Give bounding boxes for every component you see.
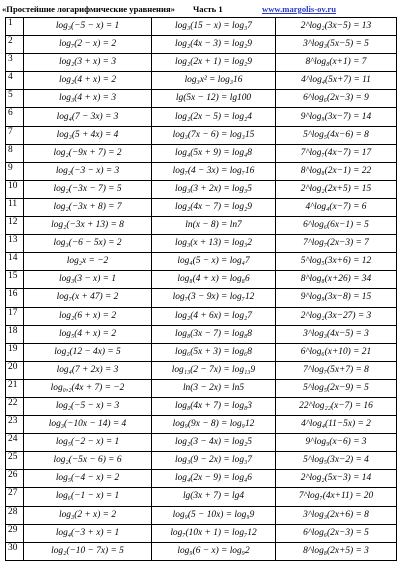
equation-col3 [276, 452, 397, 470]
equation-col3-text: 5^log₅(2x−9) = 5 [303, 382, 369, 393]
equation-col2-text: log₇(10x + 1) = log₇12 [170, 527, 257, 538]
equation-col2-text: log₃(7x − 6) = log₃15 [172, 129, 255, 140]
equation-col1 [24, 144, 152, 162]
equation-col1-text: log₅(−4 − x) = 2 [55, 473, 120, 484]
equation-col1-text: log₂(−5x − 6) = 6 [53, 455, 122, 466]
equation-col1-text: log₀,₂(4x + 7) = −2 [50, 382, 125, 393]
row-number-text: 25 [8, 452, 18, 463]
table-row [6, 488, 397, 506]
row-number [6, 180, 24, 198]
equation-col1-text: log₂(6 + x) = 2 [58, 310, 117, 321]
equation-col3 [276, 307, 397, 325]
equation-col2 [152, 542, 276, 560]
row-number-text: 12 [8, 217, 18, 228]
equation-col2-text: log₃(3 + 2x) = log₃5 [175, 183, 252, 194]
equations-table [5, 17, 397, 561]
equation-col1-text: log₂(−3x + 8) = 7 [53, 201, 122, 212]
row-number-text: 19 [8, 343, 18, 354]
row-number [6, 289, 24, 307]
equation-col2 [152, 144, 276, 162]
equation-col1 [24, 271, 152, 289]
equation-col3 [276, 72, 397, 90]
row-number [6, 416, 24, 434]
row-number-text: 13 [8, 235, 18, 246]
table-row [6, 542, 397, 560]
equation-col3 [276, 416, 397, 434]
equation-col2 [152, 488, 276, 506]
site-link[interactable]: www.margolis-ov.ru [262, 4, 336, 14]
equation-col1 [24, 506, 152, 524]
equation-col2 [152, 271, 276, 289]
equation-col3-text: 7^log₇(2x−3) = 7 [303, 238, 369, 249]
equation-col2-text: log₇(4 − 3x) = log₇16 [172, 165, 255, 176]
table-row [6, 434, 397, 452]
equation-col3 [276, 397, 397, 415]
equation-col3-text: 9^log₉(x−6) = 3 [305, 437, 367, 448]
equation-col2 [152, 90, 276, 108]
equation-col3-text: 9^log₉(3x−8) = 15 [300, 292, 372, 303]
equation-col1 [24, 325, 152, 343]
equation-col2-text: log₂(4x − 7) = log₂9 [175, 201, 252, 212]
row-number-text: 24 [8, 434, 18, 445]
row-number-text: 6 [8, 108, 13, 119]
row-number [6, 397, 24, 415]
equation-col2 [152, 470, 276, 488]
equation-col1 [24, 361, 152, 379]
equation-col2-text: log₃x² = log₃16 [184, 75, 243, 86]
equation-col1 [24, 72, 152, 90]
equation-col3 [276, 488, 397, 506]
row-number [6, 162, 24, 180]
equation-col1 [24, 180, 152, 198]
equation-col3 [276, 289, 397, 307]
row-number [6, 307, 24, 325]
equation-col2 [152, 289, 276, 307]
row-number-text: 17 [8, 307, 18, 318]
equation-col3-text: 3^log₃(2x+6) = 8 [303, 509, 369, 520]
equation-col1 [24, 18, 152, 36]
equation-col3 [276, 253, 397, 271]
row-number-text: 1 [8, 18, 13, 28]
equation-col2 [152, 54, 276, 72]
equation-col1-text: log₃(−5 − x) = 1 [55, 21, 120, 32]
equation-col3 [276, 36, 397, 54]
row-number-text: 28 [8, 506, 18, 517]
row-number [6, 18, 24, 36]
equation-col1 [24, 90, 152, 108]
row-number-text: 20 [8, 361, 18, 372]
equation-col3-text: 8^log₈(x+26) = 34 [300, 274, 372, 285]
equation-col3-text: 8^log₈(x+1) = 7 [305, 57, 367, 68]
table-row [6, 162, 397, 180]
row-number [6, 271, 24, 289]
equation-col3 [276, 506, 397, 524]
equation-col2-text: log₂(2x − 5) = log₂4 [175, 111, 252, 122]
table-row [6, 126, 397, 144]
equation-col2 [152, 126, 276, 144]
row-number [6, 343, 24, 361]
equation-col3 [276, 180, 397, 198]
equation-col1-text: log₃(−10x − 14) = 4 [48, 419, 127, 430]
equation-col2 [152, 198, 276, 216]
row-number-text: 9 [8, 162, 13, 173]
table-row [6, 235, 397, 253]
equation-col1-text: log₅(−2 − x) = 1 [55, 437, 120, 448]
table-row [6, 54, 397, 72]
equation-col1 [24, 289, 152, 307]
equation-col3-text: 2^log₂(3x−5) = 13 [300, 21, 372, 32]
table-row [6, 180, 397, 198]
equation-col1-text: log₃(3 − x) = 1 [58, 274, 117, 285]
row-number-text: 14 [8, 253, 18, 264]
row-number-text: 27 [8, 488, 18, 499]
equation-col2-text: log₉(9x − 8) = log₉12 [172, 419, 255, 430]
equation-col2 [152, 108, 276, 126]
equation-col1 [24, 217, 152, 235]
row-number [6, 253, 24, 271]
equation-col2-text: log₈(3x − 7) = log₈8 [175, 328, 252, 339]
equation-col1-text: log₂(3 + x) = 3 [58, 57, 117, 68]
row-number [6, 470, 24, 488]
equation-col3-text: 8^log₈(2x+5) = 3 [303, 545, 369, 556]
row-number-text: 30 [8, 542, 18, 553]
equation-col3-text: 8^log₈(2x−1) = 22 [300, 165, 372, 176]
table-row [6, 379, 397, 397]
equation-col2 [152, 72, 276, 90]
equation-col2 [152, 180, 276, 198]
equation-col2-text: log₇(3 − 9x) = log₇12 [172, 292, 255, 303]
equation-col1 [24, 542, 152, 560]
equation-col2-text: lg(3x + 7) = lg4 [182, 491, 245, 502]
equation-col3-text: 5^log₅(4x−6) = 8 [303, 129, 369, 140]
equation-col1-text: log₃(4 + x) = 3 [58, 93, 117, 104]
equation-col1 [24, 434, 152, 452]
equation-col3 [276, 542, 397, 560]
equation-col3 [276, 524, 397, 542]
equation-col3 [276, 235, 397, 253]
equation-col1-text: log₃(−6 − 5x) = 2 [53, 238, 122, 249]
equation-col1-text: log₂(−5 − x) = 3 [55, 401, 120, 412]
equation-col2-text: log₉(5 − 10x) = log₉9 [172, 509, 255, 520]
equation-col2-text: log₃(x + 13) = log₃2 [175, 238, 252, 249]
row-number-text: 3 [8, 54, 13, 65]
equation-col1-text: log₃(5 + 4x) = 4 [56, 129, 119, 140]
table-row [6, 524, 397, 542]
equation-col3-text: 4^log₄(5x+7) = 11 [301, 75, 371, 86]
table-row [6, 416, 397, 434]
equation-col1-text: log₂(−3 − x) = 3 [55, 165, 120, 176]
table-row [6, 90, 397, 108]
row-number [6, 90, 24, 108]
equation-col2-text: log₁₃(2 − 7x) = log₁₃9 [171, 364, 256, 375]
table-row [6, 108, 397, 126]
equation-col1-text: log₂(−10 − 7x) = 5 [51, 545, 124, 556]
page-header [0, 2, 401, 16]
equation-col3 [276, 198, 397, 216]
row-number-text: 7 [8, 126, 13, 137]
equation-col1 [24, 253, 152, 271]
row-number [6, 36, 24, 54]
row-number [6, 144, 24, 162]
table-row [6, 18, 397, 36]
row-number [6, 198, 24, 216]
table-row [6, 144, 397, 162]
table-row [6, 253, 397, 271]
equation-col1-text: log₂(−3x + 13) = 8 [51, 220, 124, 231]
equation-col3-text: 5^log₅(3x−2) = 4 [303, 455, 369, 466]
equation-col1 [24, 470, 152, 488]
table-row [6, 72, 397, 90]
row-number-text: 23 [8, 416, 18, 427]
equation-col1-text: log₂(12 − 4x) = 5 [54, 346, 121, 357]
equation-col3 [276, 217, 397, 235]
row-number [6, 217, 24, 235]
row-number [6, 379, 24, 397]
row-number [6, 325, 24, 343]
equation-col3-text: 6^log₆(2x−3) = 9 [303, 93, 369, 104]
equation-col2 [152, 217, 276, 235]
equation-col2 [152, 235, 276, 253]
row-number-text: 15 [8, 271, 18, 282]
equation-col2 [152, 162, 276, 180]
equation-col2 [152, 379, 276, 397]
table-row [6, 470, 397, 488]
equation-col3-text: 22^log₂₂(x−7) = 16 [299, 401, 373, 412]
part-label: Часть 1 [193, 4, 223, 14]
equation-col2-text: log₂(4 + 6x) = log₂7 [175, 310, 252, 321]
equation-col3-text: 3^log₃(4x−5) = 3 [303, 328, 369, 339]
row-number [6, 434, 24, 452]
equation-col3 [276, 379, 397, 397]
equation-col2 [152, 361, 276, 379]
equation-col3-text: 4^log₄(x−7) = 6 [305, 201, 367, 212]
row-number-text: 2 [8, 36, 13, 47]
equation-col2 [152, 524, 276, 542]
equation-col3-text: 7^log₇(5x+7) = 8 [303, 364, 369, 375]
equation-col3 [276, 54, 397, 72]
equation-col2-text: log₃(15 − x) = log₃7 [175, 21, 252, 32]
equation-col1-text: log₄(−3 + x) = 1 [55, 527, 120, 538]
equation-col3 [276, 343, 397, 361]
equation-col2 [152, 325, 276, 343]
equation-col2-text: log₈(4x + 7) = log₈3 [175, 401, 252, 412]
equation-col1 [24, 488, 152, 506]
equation-col2 [152, 452, 276, 470]
equation-col1 [24, 162, 152, 180]
equation-col2-text: log₄(2x − 9) = log₄6 [175, 473, 252, 484]
equation-col3 [276, 470, 397, 488]
equation-col1-text: log₂(−3x − 7) = 5 [53, 183, 122, 194]
equation-col3 [276, 361, 397, 379]
table-row [6, 36, 397, 54]
equation-col2 [152, 307, 276, 325]
equation-col2 [152, 253, 276, 271]
equation-col1-text: log₆(−1 − x) = 1 [55, 491, 120, 502]
equation-col3 [276, 434, 397, 452]
row-number [6, 488, 24, 506]
equation-col1 [24, 416, 152, 434]
equation-col3-text: 7^log₇(4x+11) = 20 [298, 491, 374, 502]
table-row [6, 307, 397, 325]
row-number-text: 4 [8, 72, 13, 83]
equation-col1-text: log₅(4 + x) = 2 [58, 328, 117, 339]
equation-col1-text: log₂x = −2 [66, 256, 109, 267]
row-number-text: 16 [8, 289, 18, 300]
row-number [6, 72, 24, 90]
equation-col1 [24, 524, 152, 542]
equation-col1-text: log₃(2 + x) = 2 [58, 509, 117, 520]
row-number-text: 11 [8, 198, 18, 209]
row-number [6, 524, 24, 542]
equation-col3 [276, 162, 397, 180]
table-row [6, 325, 397, 343]
equation-col1-text: log₇(x + 47) = 2 [56, 292, 119, 303]
equation-col2-text: log₄(5 − x) = log₄7 [177, 256, 250, 267]
equation-col3-text: 5^log₅(3x+6) = 12 [300, 256, 372, 267]
equation-col2-text: log₂(2x + 1) = log₂9 [175, 57, 252, 68]
equation-col1 [24, 108, 152, 126]
equation-col3 [276, 325, 397, 343]
row-number-text: 18 [8, 325, 18, 336]
equation-col3-text: 2^log₂(3x−27) = 3 [300, 310, 372, 321]
equation-col2 [152, 416, 276, 434]
equation-col3-text: 6^log₆(2x−3) = 5 [303, 527, 369, 538]
table-row [6, 506, 397, 524]
row-number [6, 54, 24, 72]
table-row [6, 343, 397, 361]
worksheet-title: «Простейшие логарифмические уравнения» [2, 4, 175, 14]
equation-col1-text: log₄(7 − 3x) = 3 [56, 111, 119, 122]
table-row [6, 452, 397, 470]
equation-col3-text: 7^log₇(4x−7) = 17 [300, 147, 372, 158]
equation-col1-text: log₇(2 − x) = 2 [58, 39, 117, 50]
row-number-text: 8 [8, 144, 13, 155]
equation-col3 [276, 90, 397, 108]
equation-col3-text: 2^log₂(5x−3) = 14 [300, 473, 372, 484]
table-row [6, 198, 397, 216]
row-number [6, 108, 24, 126]
table-row [6, 397, 397, 415]
row-number [6, 235, 24, 253]
equation-col1 [24, 235, 152, 253]
row-number-text: 10 [8, 180, 18, 191]
equation-col3-text: 3^log₃(5x−5) = 5 [303, 39, 369, 50]
equation-col2-text: ln(x − 8) = ln7 [185, 220, 242, 231]
equation-col1-text: log₂(4 + x) = 2 [58, 75, 117, 86]
equation-col3 [276, 18, 397, 36]
equation-col2-text: lg(5x − 12) = lg100 [175, 93, 252, 104]
equation-col2-text: log₈(4 + x) = log₈6 [177, 274, 250, 285]
equation-col2-text: log₂(3 − 4x) = log₂5 [175, 437, 252, 448]
equation-col2-text: log₄(5x + 9) = log₄8 [175, 147, 252, 158]
equation-col3-text: 9^log₉(3x−7) = 14 [300, 111, 372, 122]
equation-col2-text: ln(3 − 2x) = ln5 [182, 382, 245, 393]
row-number [6, 126, 24, 144]
equation-col1 [24, 126, 152, 144]
equation-col3 [276, 108, 397, 126]
equation-col3 [276, 126, 397, 144]
row-number-text: 22 [8, 397, 18, 408]
equation-col1 [24, 36, 152, 54]
equation-col3-text: 6^log₆(6x−1) = 5 [303, 220, 369, 231]
equation-col2 [152, 506, 276, 524]
equation-col3-text: 4^log₄(11−5x) = 2 [301, 419, 371, 430]
equation-col1 [24, 397, 152, 415]
row-number [6, 452, 24, 470]
equation-col2 [152, 397, 276, 415]
row-number [6, 361, 24, 379]
equation-col2-text: log₆(5x + 3) = log₆8 [175, 346, 252, 357]
equation-col1 [24, 452, 152, 470]
row-number [6, 506, 24, 524]
equation-col2-text: log₃(9 − 2x) = log₃7 [175, 455, 252, 466]
row-number-text: 29 [8, 524, 18, 535]
equation-col1 [24, 379, 152, 397]
equation-col3 [276, 144, 397, 162]
equation-col2 [152, 434, 276, 452]
equation-col3 [276, 271, 397, 289]
row-number-text: 21 [8, 379, 18, 390]
table-row [6, 361, 397, 379]
equation-col1-text: log₄(7 + 2x) = 3 [56, 364, 119, 375]
equation-col1 [24, 54, 152, 72]
row-number-text: 26 [8, 470, 18, 481]
table-row [6, 271, 397, 289]
equation-col1-text: log₂(−9x + 7) = 2 [53, 147, 122, 158]
row-number [6, 542, 24, 560]
equation-col2 [152, 18, 276, 36]
equation-col1 [24, 343, 152, 361]
equation-col3-text: 2^log₂(2x+5) = 15 [300, 183, 372, 194]
table-row [6, 217, 397, 235]
equation-col2 [152, 36, 276, 54]
equation-col1 [24, 198, 152, 216]
equation-col3-text: 6^log₆(x+10) = 21 [300, 346, 372, 357]
equation-col1 [24, 307, 152, 325]
table-row [6, 289, 397, 307]
equation-col2-text: log₉(6 − x) = log₉2 [177, 545, 250, 556]
equation-col2-text: log₂(4x − 3) = log₂9 [175, 39, 252, 50]
row-number-text: 5 [8, 90, 13, 101]
equation-col2 [152, 343, 276, 361]
